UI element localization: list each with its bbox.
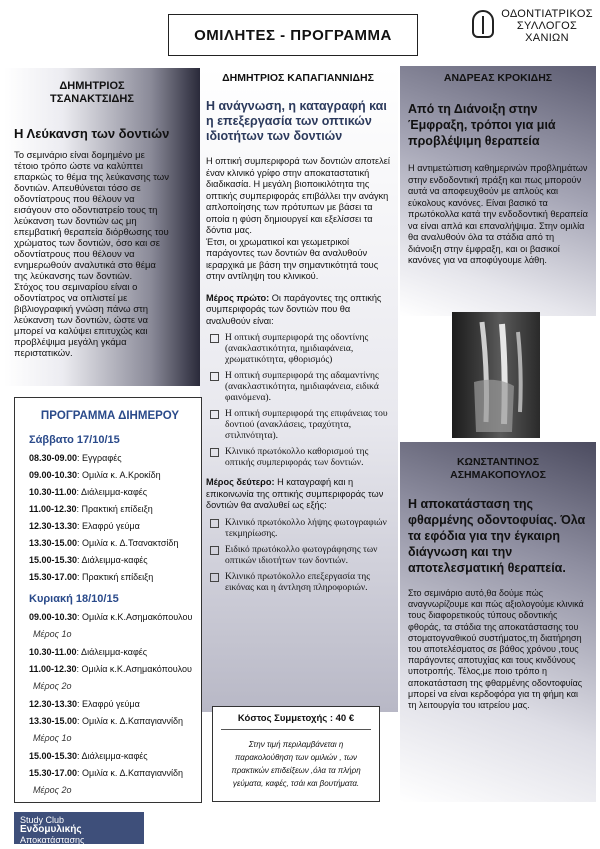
- speaker-column-krokidis: [400, 66, 596, 316]
- speaker-name: [408, 456, 588, 482]
- speaker-first-name: ΔΗΜΗΤΡΙΟΣ: [59, 80, 125, 92]
- talk-topic: Από τη Διάνοιξη στην Έμφραξη, τρόποι για μιά προβλέψιμη θεραπεία: [408, 102, 556, 148]
- schedule-activity: : Ομιλία κ. Δ.Καπαγιαννίδη: [77, 768, 184, 778]
- study-club-line-1: Study Club: [20, 815, 65, 825]
- schedule-activity: : Ομιλία κ. Δ.Καπαγιαννίδη: [77, 716, 184, 726]
- speaker-column-tsanaktsidis: [4, 68, 200, 386]
- checkbox-icon: [210, 573, 219, 582]
- schedule-row: [29, 698, 191, 710]
- checkbox-icon: [210, 546, 219, 555]
- schedule-row: [29, 663, 191, 675]
- part-two-text: Η καταγραφή και η επικοινωνία της οπτικής συμπεριφοράς των δοντιών θα αναλυθεί ως εξής:: [206, 477, 384, 510]
- part-two-list: [206, 518, 390, 594]
- study-club-line-2: Ενδομυλικής: [20, 824, 82, 835]
- schedule-time: 10.30-11.00: [29, 487, 77, 497]
- list-item: [210, 518, 390, 540]
- part-two-label: Μέρος δεύτερο:: [206, 477, 275, 487]
- schedule-activity: : Ομιλία κ. Δ.Τσανακτσίδη: [77, 538, 179, 548]
- schedule-row: [29, 520, 191, 532]
- schedule-day-1: Σάββατο 17/10/15: [29, 434, 120, 446]
- schedule-row: [29, 452, 191, 464]
- schedule-row: [29, 571, 191, 583]
- participation-cost: [212, 706, 380, 802]
- speaker-name: ΑΝΔΡΕΑΣ ΚΡΟΚΙΔΗΣ: [443, 72, 553, 84]
- list-item: [210, 447, 390, 469]
- part-one-intro: [206, 293, 390, 328]
- schedule-part: Μέρος 2ο: [33, 785, 72, 795]
- list-item-text: Κλινικό πρωτόκολλο καθορισμού της οπτικής συμπεριφοράς των δοντιών.: [225, 447, 369, 468]
- list-item-text: Κλινικό πρωτόκολλο επεξεργασία της εικόνας και η άντληση πληροφοριών.: [225, 571, 370, 593]
- schedule-time: 12.30-13.30: [29, 699, 78, 709]
- tooth-xray-icon: [452, 312, 540, 438]
- schedule-title: ΠΡΟΓΡΑΜΜΑ ΔΙΗΜΕΡΟΥ: [40, 410, 180, 422]
- schedule-day-2: Κυριακή 18/10/15: [29, 593, 119, 605]
- speaker-last-name: ΑΣΗΜΑΚΟΠΟΥΛΟΣ: [450, 469, 546, 481]
- schedule-row: [29, 503, 191, 515]
- schedule-time: 13.30-15.00: [29, 716, 78, 726]
- schedule-activity: : Διάλειμμα-καφές: [76, 647, 148, 657]
- schedule-row: [29, 750, 191, 762]
- speaker-first-name: ΚΩΝΣΤΑΝΤΙΝΟΣ: [456, 456, 540, 468]
- cost-description: Στην τιμή περιλαμβάνεται η παρακολούθηση των ομιλιών , των πρακτικών επιδείξεων ,όλα τα πλήρη γεύματα, καφές, τσάι και βουτήματα.: [231, 740, 361, 788]
- schedule-row: [29, 611, 191, 623]
- logo-line-3: ΧΑΝΙΩΝ: [525, 32, 569, 44]
- schedule-row: [29, 715, 191, 727]
- part-two-intro: [206, 477, 390, 512]
- schedule-activity: : Διάλειμμα-καφές: [76, 487, 148, 497]
- list-item-text: Η οπτική συμπεριφορά της οδοντίνης (ανακλαστικότητα, ημιδιαφάνεια, χρωματικότητα, φθορισμός): [225, 333, 369, 365]
- talk-description: Το σεμινάριο είναι δομημένο με τέτοιο τρόπο ώστε να καλύπτει επαρκώς το θέμα της λεύκανσης των δοντιών. Απευθύνεται τόσο σε οδοντίατρους που θέλουν να εισάγουν στο οδοντιατρείο τους τη λεύκανση των δοντιών ως μη επεμβατική θεραπεία διόρθωσης του χρώματος των δοντιών, όσο και σε οδοντίατρους που θέλουν να ενημερωθούν αναλυτικά στο θέμα της λεύκανσης των δοντιών.: [14, 150, 169, 282]
- schedule-row: [29, 646, 191, 658]
- schedule-time: 15.30-17.00: [29, 768, 78, 778]
- list-item-text: Η οπτική συμπεριφορά της επιφάνειας του δοντιού (ανακλάσεις, τραχύτητα, στιλπνότητα).: [225, 409, 388, 441]
- speaker-name: [14, 80, 170, 106]
- speaker-column-asimakopoulos: [400, 442, 596, 802]
- list-item: [210, 572, 390, 594]
- tooth-logo-icon: [472, 10, 494, 38]
- logo-text: [500, 8, 594, 44]
- study-club-badge: [14, 812, 144, 844]
- day-2-rows: [29, 611, 191, 796]
- list-item: [210, 409, 390, 442]
- schedule-part: Μέρος 2ο: [33, 681, 72, 691]
- schedule-activity: : Ελαφρύ γεύμα: [77, 521, 140, 531]
- part-one-label: Μέρος πρώτο:: [206, 292, 270, 303]
- schedule-time: 15.00-15.30: [29, 555, 78, 565]
- speaker-column-kapagiannidis: [200, 66, 398, 712]
- logo-line-1: ΟΔΟΝΤΙΑΤΡΙΚΟΣ: [501, 8, 593, 20]
- schedule-time: 10.30-11.00: [29, 647, 77, 657]
- program-schedule: [14, 397, 202, 803]
- schedule-activity: : Πρακτική επίδειξη: [77, 572, 154, 582]
- talk-topic: Η αποκατάσταση της φθαρμένης οδοντοφυίας. Όλα τα εφόδια για την έγκαιρη διάγνωση και την αποτελεσματική θεραπεία.: [408, 497, 586, 575]
- schedule-time: 15.30-17.00: [29, 572, 78, 582]
- part-one-list: [206, 333, 390, 469]
- list-item: [210, 371, 390, 404]
- list-item-text: Ειδικό πρωτόκολλο φωτογράφησης των οπτικών ιδιοτήτων των δοντιών.: [225, 544, 378, 566]
- speaker-name: ΔΗΜΗΤΡΙΟΣ ΚΑΠΑΓΙΑΝΝΙΔΗΣ: [222, 72, 374, 84]
- schedule-time: 11.00-12.30: [29, 664, 77, 674]
- checkbox-icon: [210, 372, 219, 381]
- checkbox-icon: [210, 334, 219, 343]
- schedule-row: [29, 537, 191, 549]
- schedule-activity: : Διάλειμμα-καφές: [77, 555, 148, 565]
- society-logo: [472, 8, 594, 58]
- talk-intro-2: Έτσι, οι χρωματικοί και γεωμετρικοί παράγοντες των δοντιών θα αναλυθούν ιεραρχικά με βάση την σημαντικότητά τους στην αντίληψη του κλινικού.: [206, 236, 379, 281]
- talk-description: Στο σεμινάριο αυτό,θα δούμε πώς αναγνωρίζουμε και πώς αξιολογούμε κλινικά τους διαφορετικούς τύπους οδοντικής φθοράς, τα στάδια της αποκατάστασης του στοματογναθικού συστήματος,τη διατήρηση του αποτελέσματος σε βάθος χρόνου ,τους παράγοντες αποτυχίας και τους κινδύνους υποτροπής. Τέλος,με ποιο τρόπο η αποκατάσταση της φθαρμένης οδοντοφυίας μπορεί να είναι κερδοφόρα για τη φήμη και τη λειτουργία του ιατρείου μας.: [408, 588, 584, 711]
- schedule-time: 09.00-10.30: [29, 612, 78, 622]
- talk-description: Η αντιμετώπιση καθημερινών προβλημάτων στην ενδοδοντική πράξη και πως μπορούν αυτά να αποφευχθούν με απλούς και εύκολους κανόνες. Είναι βασικό τα πρωτόκολλα κατά την ενδοδοντική θεραπεία να είναι απλά και επαναλήψιμα. Στην ομιλία θα αναλυθούν όλα τα στάδια από τη διάνοιξη στην έμφραξη, και οι βασικοί κανόνες για να αποφύγουμε λάθη.: [408, 163, 588, 265]
- talk-intro: Η οπτική συμπεριφορά των δοντιών αποτελεί έναν κλινικό γρίφο στην αποκαταστατική διαδικασία. Η μεγάλη βιοποικιλότητα της οπτικής συμπεριφοράς επιβάλλει την ανάγκη απλοποίησης των πρότυπων με βάσει τα οποία η φύση δημιουργεί και εξελίσσει τα δόντια μας.: [206, 156, 390, 235]
- schedule-time: 11.00-12.30: [29, 504, 77, 514]
- checkbox-icon: [210, 519, 219, 528]
- schedule-row: [29, 469, 191, 481]
- schedule-row: [29, 486, 191, 498]
- checkbox-icon: [210, 410, 219, 419]
- talk-topic: Η ανάγνωση, η καταγραφή και η επεξεργασία των οπτικών ιδιοτήτων των δοντιών: [206, 99, 387, 143]
- list-item: [210, 333, 390, 366]
- list-item-text: Κλινικό πρωτόκολλο λήψης φωτογραφιών τεκμηρίωσης.: [225, 517, 387, 539]
- schedule-activity: : Ελαφρύ γεύμα: [77, 699, 140, 709]
- schedule-row: [29, 767, 191, 779]
- day-1-rows: [29, 452, 191, 583]
- schedule-activity: : Διάλειμμα-καφές: [77, 751, 148, 761]
- schedule-activity: : Ομιλία κ.Κ.Ασημακόπουλου: [77, 612, 193, 622]
- speaker-last-name: ΤΣΑΝΑΚΤΣΙΔΗΣ: [50, 93, 134, 105]
- dental-xray-image: [452, 312, 540, 438]
- schedule-activity: : Εγγραφές: [77, 453, 122, 463]
- part-one-text: Οι παράγοντες της οπτικής συμπεριφοράς των δοντιών που θα αναλυθούν είναι:: [206, 292, 382, 326]
- list-item-text: Η οπτική συμπεριφορά της αδαμαντίνης (ανακλαστικότητα, ημιδιαφάνεια, ειδικά φαινόμενα).: [225, 371, 379, 403]
- schedule-row: [29, 554, 191, 566]
- list-item: [210, 545, 390, 567]
- schedule-activity: : Ομιλία κ. Α.Κροκίδη: [77, 470, 161, 480]
- schedule-part: Μέρος 1ο: [33, 629, 72, 639]
- schedule-time: 13.30-15.00: [29, 538, 78, 548]
- schedule-time: 15.00-15.30: [29, 751, 78, 761]
- schedule-time: 08.30-09.00: [29, 453, 78, 463]
- cost-title: Κόστος Συμμετοχής : 40 €: [221, 713, 371, 730]
- logo-line-2: ΣΥΛΛΟΓΟΣ: [516, 20, 578, 32]
- talk-goal: Στόχος του σεμιναρίου είναι ο οδοντίατρος να οπλιστεί με βιβλιογραφική γνώση πάνω στη λεύκανση των δοντιών, ώστε να μπορεί να καλύψει επιτυχώς και προβλέψιμα μεγάλη γκάμα περιστατικών.: [14, 282, 149, 359]
- study-club-line-3: Αποκατάστασης: [20, 835, 85, 845]
- checkbox-icon: [210, 448, 219, 457]
- schedule-activity: : Ομιλία κ.Κ.Ασημακόπουλου: [76, 664, 192, 674]
- talk-topic: Η Λεύκανση των δοντιών: [14, 126, 170, 141]
- schedule-time: 09.00-10.30: [29, 470, 78, 480]
- schedule-time: 12.30-13.30: [29, 521, 78, 531]
- page-title: ΟΜΙΛΗΤΕΣ - ΠΡΟΓΡΑΜΜΑ: [168, 14, 418, 56]
- schedule-activity: : Πρακτική επίδειξη: [76, 504, 153, 514]
- schedule-part: Μέρος 1ο: [33, 733, 72, 743]
